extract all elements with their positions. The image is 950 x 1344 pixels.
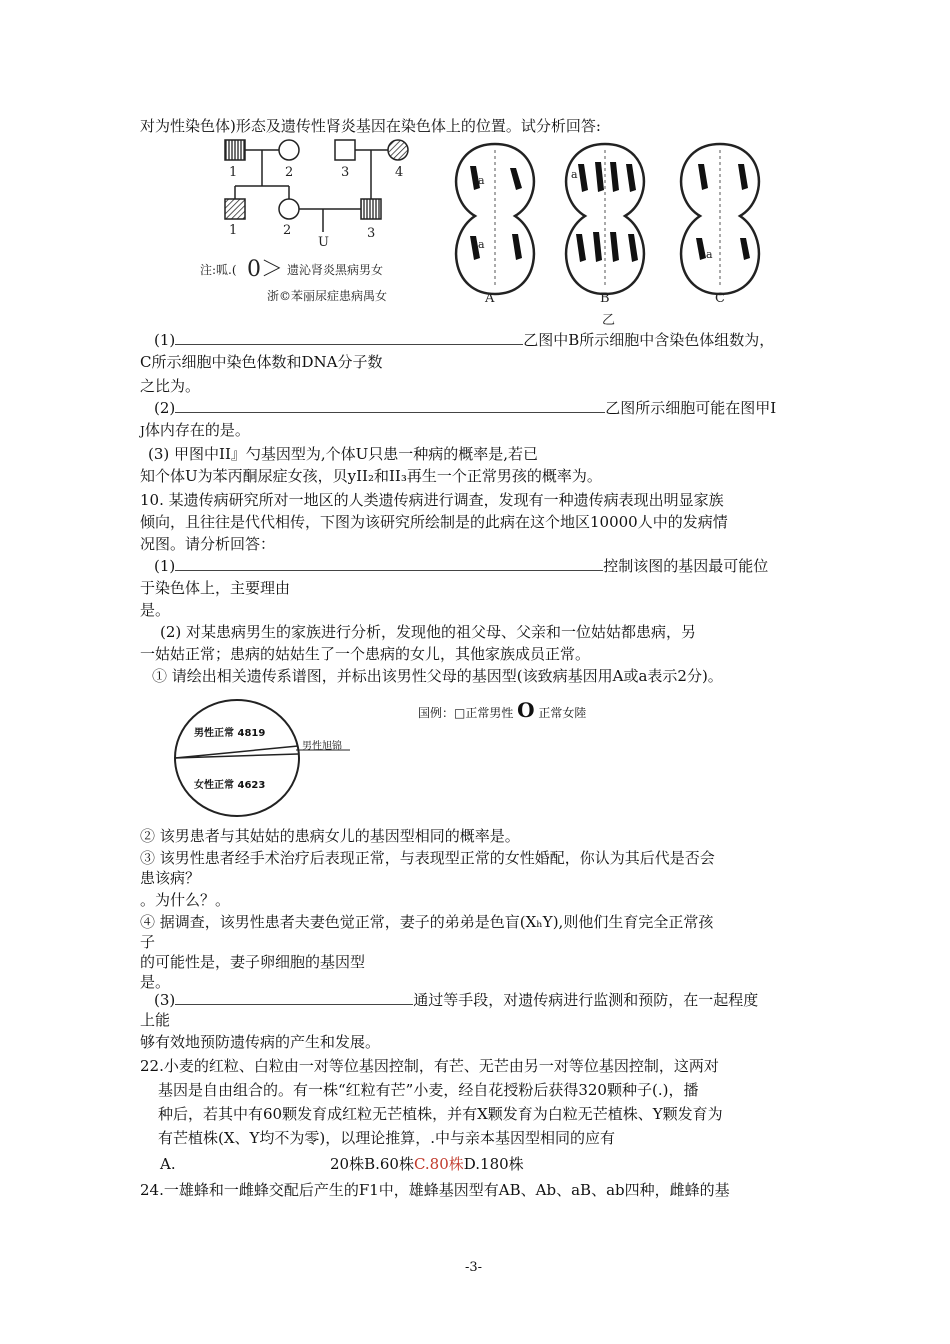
q10-item2: ② 该男患者与其姑姑的患病女儿的基因型相同的概率是。 [140,827,520,845]
q10-part1-num: (1) [154,557,176,575]
q10-item4-line4: 是。 [140,973,171,991]
gene-label-a2: a [478,238,485,251]
pedigree-legend [418,700,586,723]
q10-part3-blank [175,990,413,1005]
chromosome-c1 [698,164,708,190]
cell-figure-caption: 乙 [602,313,616,328]
cell-division-figure [440,138,780,328]
chromosome-c3 [696,238,706,260]
q22-options [330,1154,524,1174]
gen1-label-1: 1 [229,165,238,180]
q1-part3-line2: 知个体U为苯丙酮尿症女孩，贝yII₂和II₃再生一个正常男孩的概率为。 [140,467,602,485]
q1-part1-line2: C所示细胞中染色体数和DNA分子数 [140,353,383,371]
q10-item4-line2: 子 [140,933,156,951]
q22-line2: 基因是自由组合的。有一株“红粒有芒”小麦，经自花授粉后获得320颗种子(.)，播 [158,1081,699,1099]
q10-part3-num: (3) [154,991,176,1009]
gen1-female-4 [388,140,408,160]
q10-line1: 10. 某遗传病研究所对一地区的人类遗传病进行调查，发现有一种遗传病表现出明显家族 [140,491,724,509]
q10-part3-text: 通过等手段，对遗传病进行监测和预防，在一起程度 [413,991,759,1009]
pie-label-male-affected: 男性旭锦 [302,741,342,752]
gene-label-c: a [706,248,713,261]
q10-part1-line3: 是。 [140,601,171,619]
q10-part1 [154,556,768,576]
q22-option-d: D.180株 [463,1155,524,1173]
gen1-male-1 [225,140,245,160]
q22-line1: 22.小麦的红粒、白粒由一对等位基因控制，有芒、无芒由另一对等位基因控制，这两对 [140,1057,719,1075]
q1-part2-prefix: J [140,424,145,438]
gen1-male-3 [335,140,355,160]
pedigree-figure [195,136,425,311]
q1-part3-line1: (3) 甲图中II』勺基因型为,个体U只患一种病的概率是,若已 [148,445,539,463]
q10-line2: 倾向，且往往是代代相传，下图为该研究所绘制是的此病在这个地区10000人中的发病情 [140,513,728,531]
q10-part1-line2: 于染色体上，主要理由 [140,579,291,597]
chromosome-a4 [512,234,522,260]
cell-label-c: C [715,291,725,306]
chromosome-b6 [593,232,602,262]
q1-part2-line2 [140,420,250,441]
gen1-label-2: 2 [285,165,294,180]
q1-part1-blank [175,330,523,345]
q10-part1-text: 控制该图的基因最可能位 [603,557,769,575]
chromosome-b8 [628,234,638,262]
q10-part1-blank [175,556,603,571]
chromosome-c4 [740,238,750,260]
q22-option-ab: 20株B.60株 [330,1155,414,1173]
q10-part2-line1: (2) 对某患病男生的家族进行分析，发现他的祖父母、父亲和一位姑姑都患病，另 [160,623,697,641]
gen2-male-1 [225,199,245,219]
pie-label-female-normal: 女性正常 4623 [194,780,266,791]
q22-option-c: C.80株 [413,1155,464,1173]
q1-part1-line3: 之比为。 [140,377,201,395]
legend-circle-icon: O [517,698,535,722]
chromosome-b5 [576,234,586,262]
q10-line3: 况图。请分析回答： [140,535,276,553]
gen2-female-2 [279,199,299,219]
gen2-male-3 [361,199,381,219]
pedigree-note-symbols: 0＞ [247,257,283,282]
q1-part2 [154,398,776,418]
q10-item3-line1: ③ 该男性患者经手术治疗后表现正常，与表现型正常的女性婚配，你认为其后代是否会 [140,849,715,867]
legend-female: 正常女陸 [538,706,587,720]
q1-part2-blank [175,398,605,413]
q10-item4-line1: ④ 据调查，该男性患者夫妻色觉正常，妻子的弟弟是色盲(XₕY),则他们生育完全正常孩 [140,913,714,931]
intro-line: 对为性染色体)形态及遗传性肾炎基因在染色体上的位置。试分析回答: [140,117,601,135]
chromosome-a2 [510,168,522,190]
chromosome-b7 [610,232,619,262]
q10-part3-line2: 上能 [140,1011,171,1029]
q10-part2-item1: ① 请绘出相关遗传系谱图，并标出该男性父母的基因型(该致病基因用A或a表示2分)。 [152,667,723,685]
gene-label-a1: a [478,174,485,187]
chromosome-b3 [610,162,619,192]
incidence-pie-chart [172,698,372,820]
gen1-female-2 [279,140,299,160]
q10-part2-line2: 一姑姑正常；患病的姑姑生了一个患病的女儿，其他家族成员正常。 [140,645,591,663]
q10-item3-line2: 患该病？ [140,869,201,887]
q22-line3: 种后，若其中有60颗发育成红粒无芒植株，并有X颗发育为白粒无芒植株、Y颗发育为 [158,1105,723,1123]
gen2-label-3: 3 [367,226,376,241]
q1-part1-text: 乙图中B所示细胞中含染色体组数为， [523,331,775,349]
q1-part1-num: (1) [154,331,176,349]
legend-male: 国例：□正常男性 [418,706,514,720]
gen1-label-3: 3 [341,165,350,180]
chromosome-b1 [578,164,588,192]
gen2-label-u: U [318,235,329,250]
q22-line4: 有芒植株(X、Y均不为零)，以理论推算，.中与亲本基因型相同的应有 [158,1129,616,1147]
pedigree-note-line2: 浙©苯丽尿症患病禺女 [267,289,388,303]
q10-part3-line3: 够有效地预防遗传病的产生和发展。 [140,1033,381,1051]
q10-item4-line3: 的可能性是，妻子卵细胞的基因型 [140,953,366,971]
cell-label-a: A [485,291,495,306]
gen1-label-4: 4 [395,165,404,180]
q22-option-a-label: A. [160,1155,176,1173]
chromosome-b2 [595,162,604,192]
cell-label-b: B [600,291,610,306]
q10-item3-line3: 。为什么？。 [140,891,231,909]
pedigree-note-prefix: 注:呱.( [200,263,237,277]
gen2-label-1: 1 [229,223,238,238]
chromosome-c2 [738,164,748,190]
q1-part1 [154,330,774,350]
pedigree-note-line1: 遗沁肾炎黑病男女 [287,263,384,277]
page-number: -3- [465,1260,483,1275]
q1-part2-text: 乙图所示细胞可能在图甲Ⅰ [605,399,777,417]
q10-part3 [154,990,758,1010]
q1-part2-line2-text: 体内存在的是。 [144,421,250,439]
gene-label-b: a [571,168,578,181]
chromosome-b4 [626,164,636,192]
q24-line1: 24.一雄蜂和一雌蜂交配后产生的F1中，雄蜂基因型有AB、Ab、aB、ab四种，雌蜂的基 [140,1181,730,1199]
gen2-label-2: 2 [283,223,292,238]
q1-part2-num: (2) [154,399,176,417]
pie-label-male-normal: 男性正常 4819 [194,728,266,739]
